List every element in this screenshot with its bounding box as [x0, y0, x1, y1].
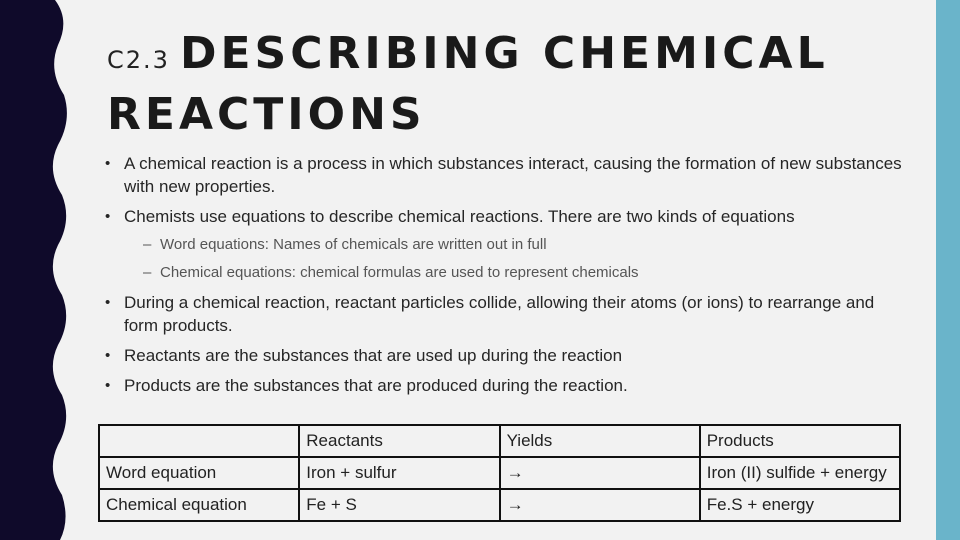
arrow-icon: →: [500, 457, 700, 489]
table-row: [99, 489, 900, 521]
table-cell: Fe + S: [299, 489, 499, 521]
table-cell: Iron (II) sulfide + energy: [700, 457, 900, 489]
equation-table: [98, 424, 901, 522]
table-cell: Chemical equation: [99, 489, 299, 521]
table-cell: Word equation: [99, 457, 299, 489]
table-cell: Iron + sulfur: [299, 457, 499, 489]
bullet-list: [105, 152, 905, 404]
table-header-cell: Yields: [500, 425, 700, 457]
table-header-cell: Products: [700, 425, 900, 457]
title-code: C2.3: [107, 46, 170, 74]
table-cell: Fe.S + energy: [700, 489, 900, 521]
table-row: [99, 457, 900, 489]
left-decorative-band: [0, 0, 70, 540]
title-main: DESCRIBING CHEMICAL REACTIONS: [107, 28, 829, 140]
table-header-cell: Reactants: [299, 425, 499, 457]
bullet-item: • Chemists use equations to describe chemical reactions. There are two kinds of equations: [105, 205, 905, 228]
sub-bullet-item: – Chemical equations: chemical formulas are used to represent chemicals: [105, 263, 905, 283]
table-header-cell: [99, 425, 299, 457]
bullet-item: • During a chemical reaction, reactant particles collide, allowing their atoms (or ions) to rearrange and form products.: [105, 291, 905, 337]
bullet-item: • Reactants are the substances that are used up during the reaction: [105, 344, 905, 367]
arrow-icon: →: [500, 489, 700, 521]
slide-title: [107, 28, 907, 150]
table-header-row: [99, 425, 900, 457]
right-accent-band: [936, 0, 960, 540]
bullet-item: • Products are the substances that are produced during the reaction.: [105, 374, 905, 397]
sub-bullet-item: – Word equations: Names of chemicals are written out in full: [105, 235, 905, 255]
bullet-item: • A chemical reaction is a process in which substances interact, causing the formation of new substances with new properties.: [105, 152, 905, 198]
wavy-edge-decoration: [0, 0, 70, 540]
